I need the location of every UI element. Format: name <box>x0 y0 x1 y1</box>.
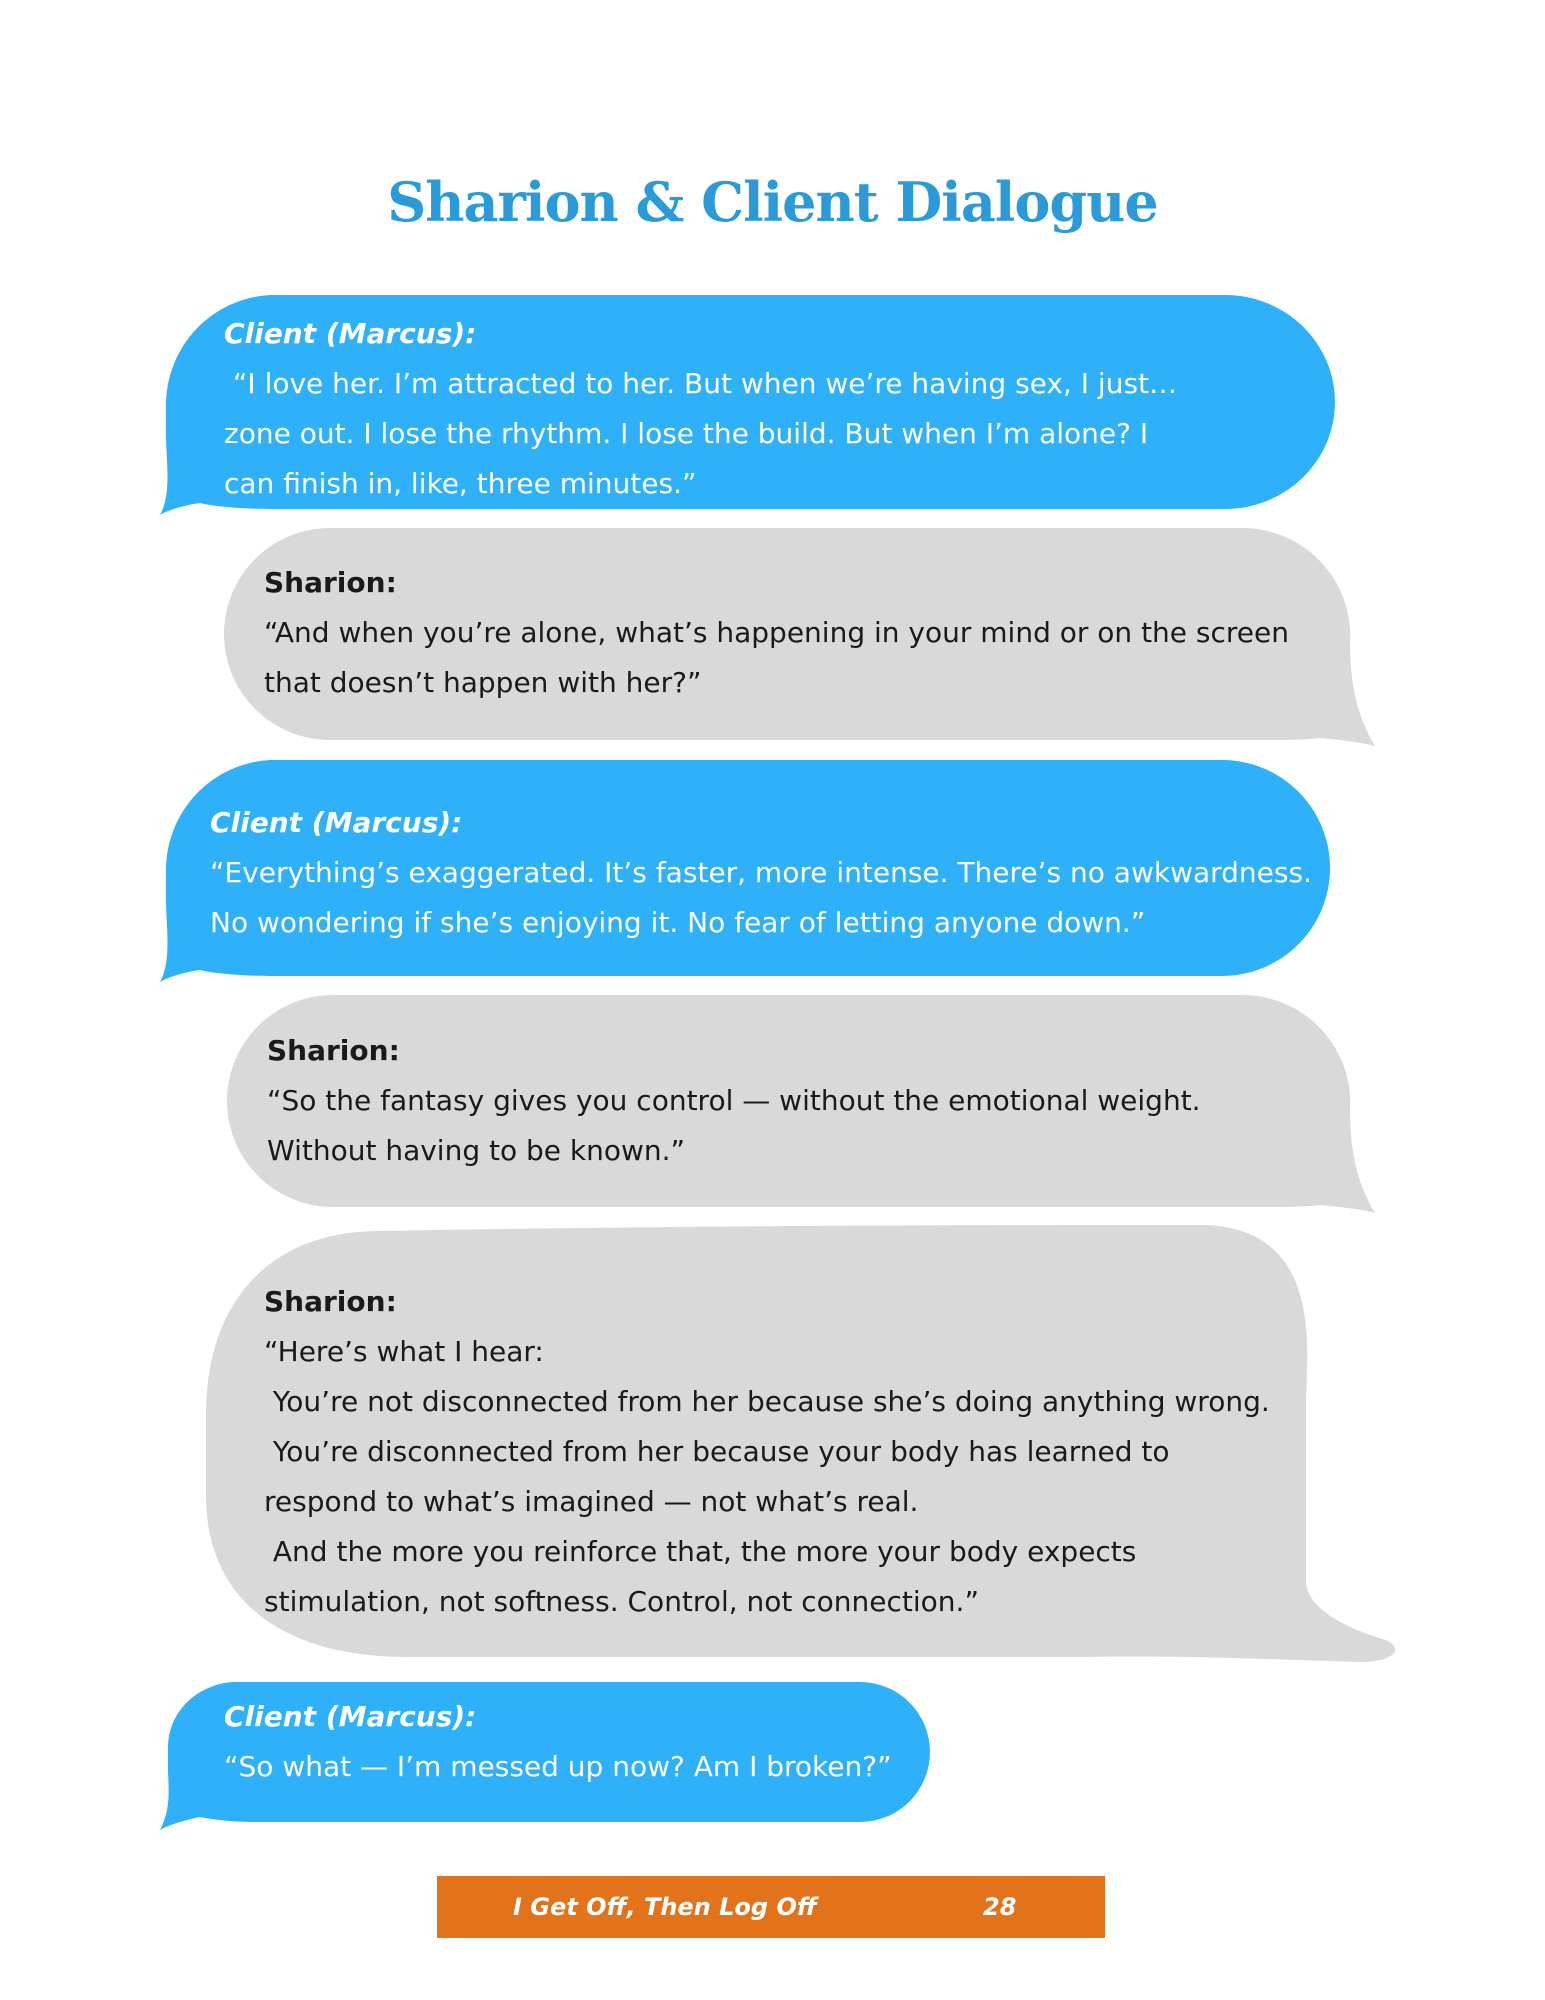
message-line: You’re not disconnected from her because she’s doing anything wrong. <box>264 1385 1270 1418</box>
footer-banner <box>437 1876 1105 1938</box>
speaker-label: Client (Marcus): <box>224 1700 477 1733</box>
speaker-label: Client (Marcus): <box>224 317 477 350</box>
message-line: “Everything’s exaggerated. It’s faster, more intense. There’s no awkwardness. <box>210 856 1312 889</box>
message-line: You’re disconnected from her because your body has learned to <box>264 1435 1170 1468</box>
footer-book-title: I Get Off, Then Log Off <box>513 1893 817 1921</box>
message-line: Without having to be known.” <box>267 1134 686 1167</box>
therapist-message-bubble <box>206 1225 1396 1665</box>
message-line: that doesn’t happen with her?” <box>264 666 702 699</box>
message-line: respond to what’s imagined — not what’s real. <box>264 1485 919 1518</box>
speaker-label: Sharion: <box>264 566 397 599</box>
message-line: stimulation, not softness. Control, not connection.” <box>264 1585 979 1618</box>
client-message-bubble <box>160 760 1330 982</box>
message-line: “So the fantasy gives you control — without the emotional weight. <box>267 1084 1201 1117</box>
therapist-message-bubble <box>225 528 1375 746</box>
client-message-bubble <box>160 295 1335 515</box>
message-line: “And when you’re alone, what’s happening in your mind or on the screen <box>264 616 1290 649</box>
message-line: No wondering if she’s enjoying it. No fear of letting anyone down.” <box>210 906 1146 939</box>
speaker-label: Sharion: <box>264 1285 397 1318</box>
message-line: And the more you reinforce that, the more your body expects <box>264 1535 1137 1568</box>
message-line: “Here’s what I hear: <box>264 1335 544 1368</box>
message-line: zone out. I lose the rhythm. I lose the build. But when I’m alone? I <box>224 417 1149 450</box>
page-number: 28 <box>983 1893 1017 1921</box>
page-title: Sharion & Client Dialogue <box>387 170 1158 234</box>
speaker-label: Client (Marcus): <box>210 806 463 839</box>
speaker-label: Sharion: <box>267 1034 400 1067</box>
message-line: “I love her. I’m attracted to her. But when we’re having sex, I just… <box>224 367 1178 400</box>
therapist-message-bubble <box>228 995 1375 1213</box>
client-message-bubble <box>160 1682 930 1830</box>
message-line: “So what — I’m messed up now? Am I broken?” <box>224 1750 892 1783</box>
message-line: can finish in, like, three minutes.” <box>224 467 697 500</box>
